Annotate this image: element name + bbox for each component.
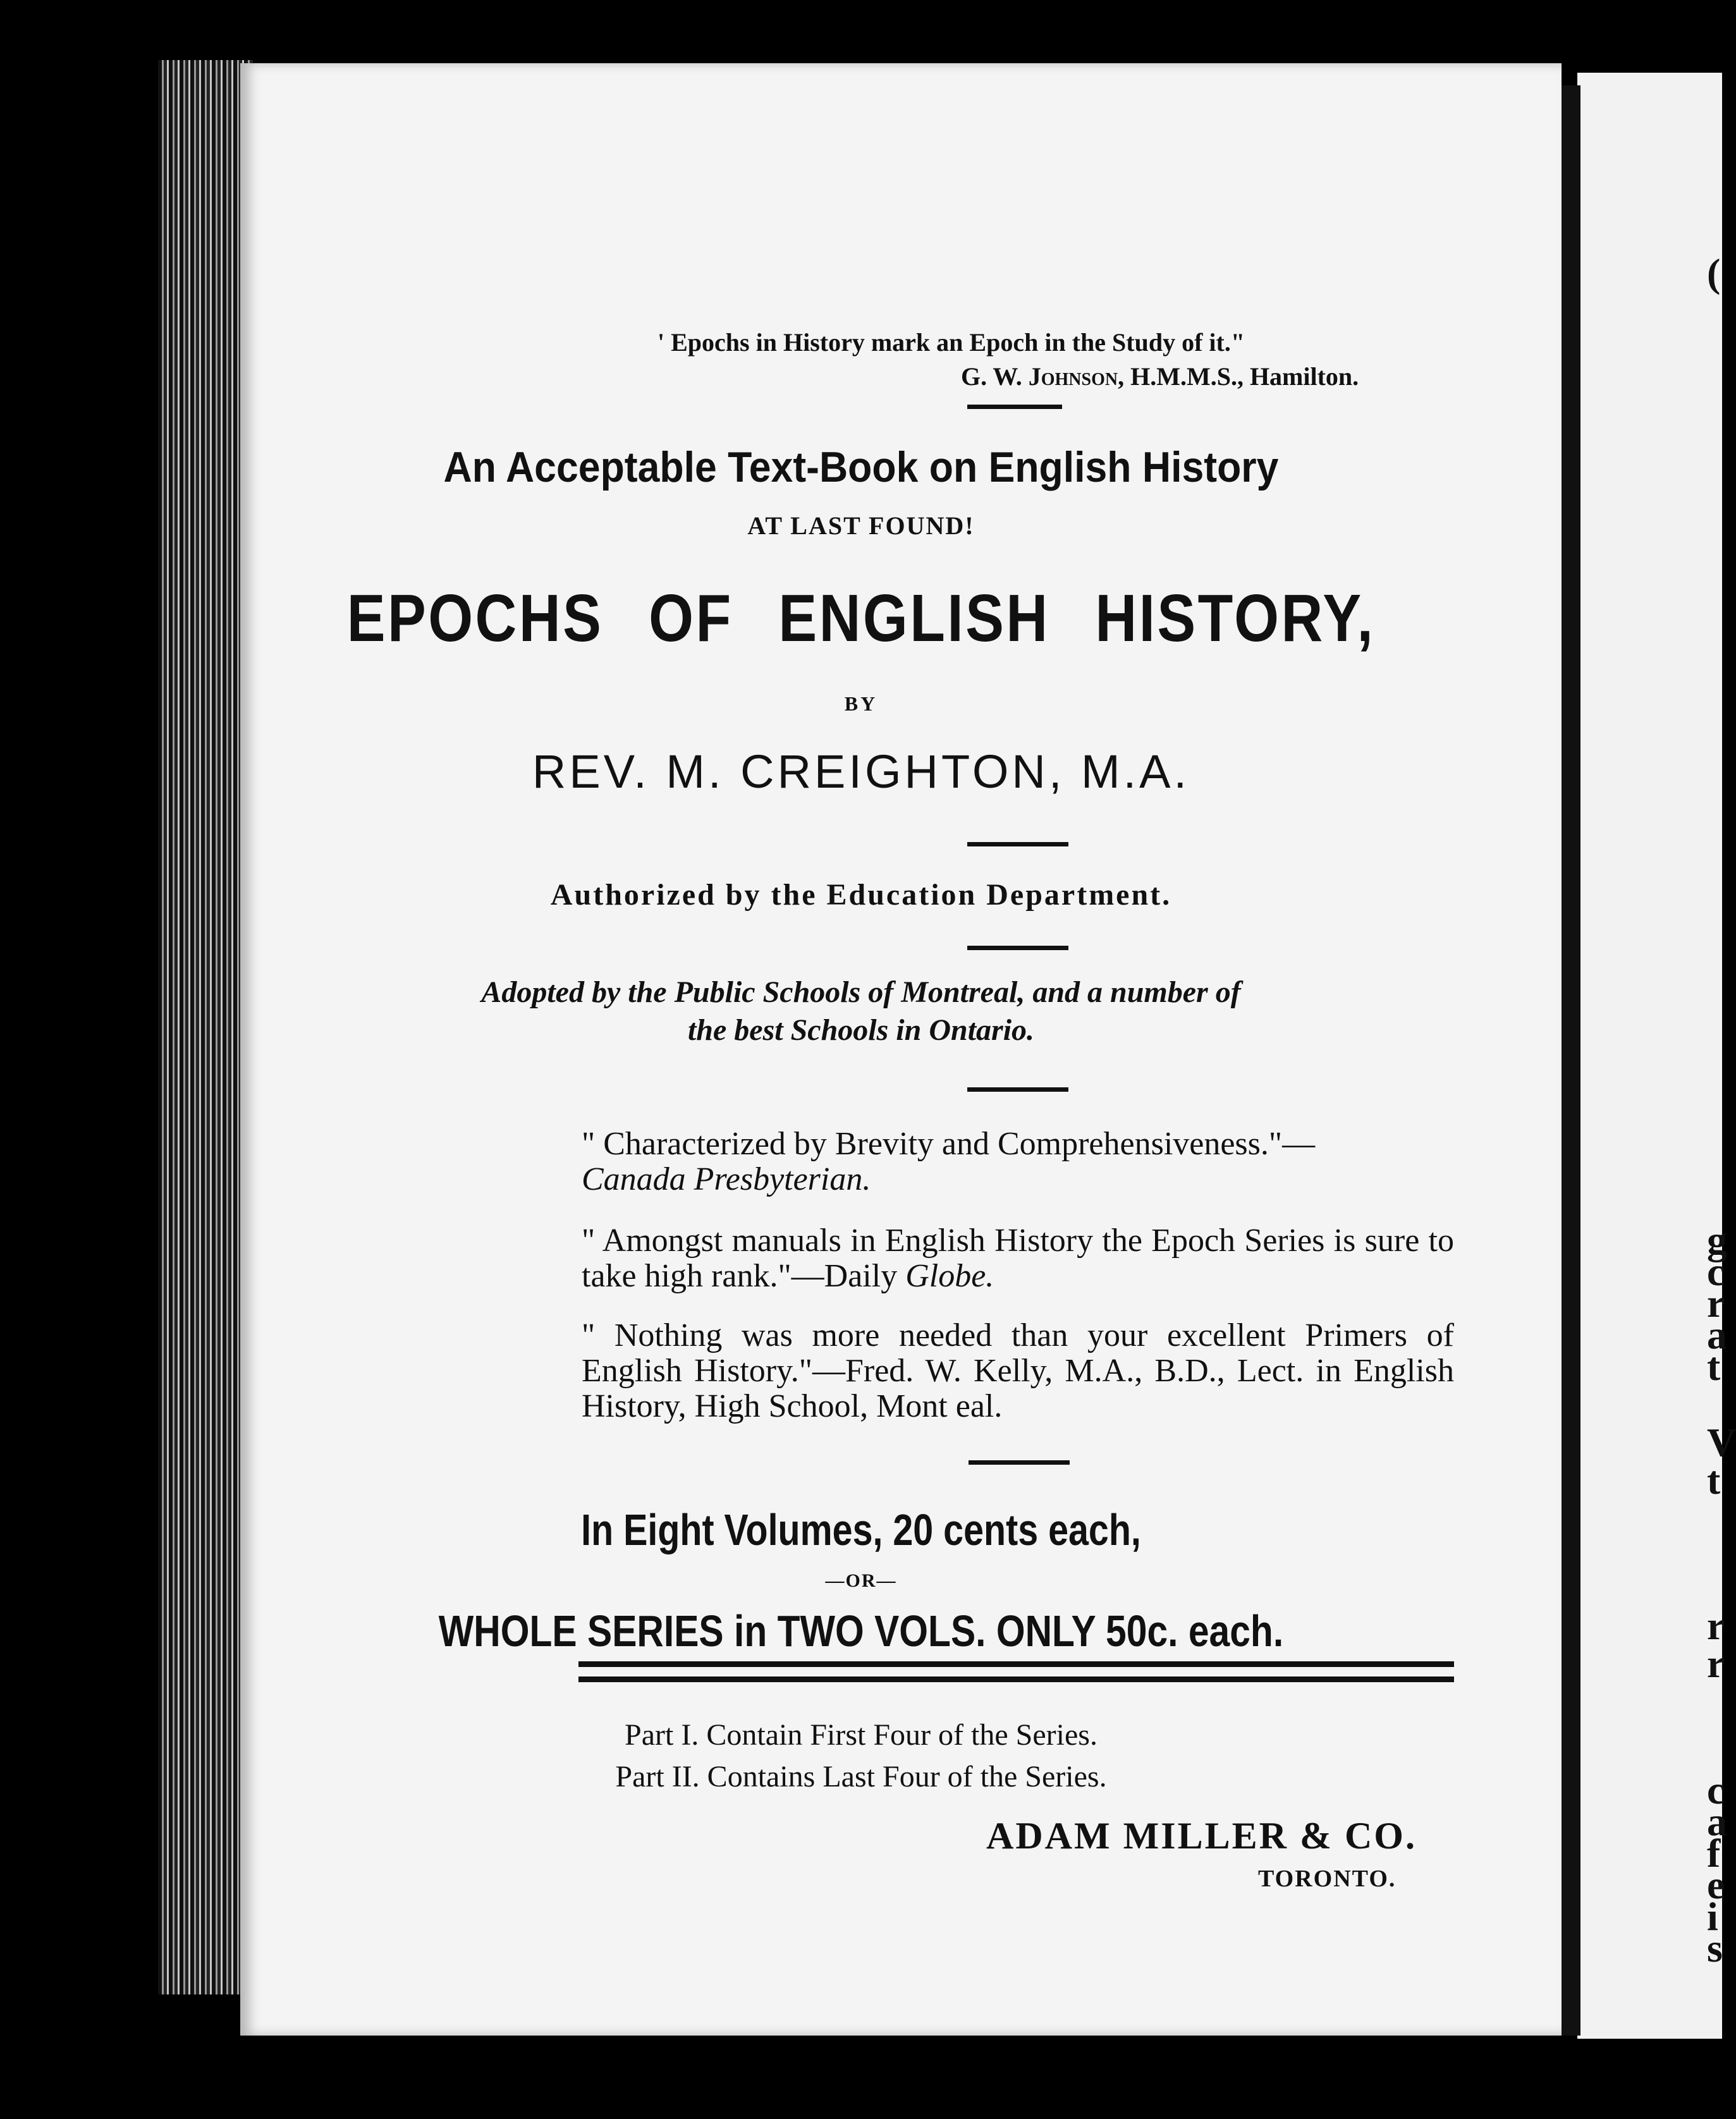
facing-page-letter: a [1707, 1312, 1727, 1357]
authorization-note: Authorized by the Education Department. [550, 878, 1172, 912]
facing-page-letter: i [1707, 1894, 1718, 1939]
double-rule-top [578, 1661, 1454, 1667]
publisher-city: TORONTO. [1258, 1866, 1397, 1892]
epigraph-quote: ' Epochs in History mark an Epoch in the Study of it." [657, 328, 1245, 357]
parts-list [0, 1714, 1722, 1798]
facing-page-letter: t [1707, 1344, 1721, 1389]
subheadline: AT LAST FOUND! [747, 511, 975, 540]
divider-rule [967, 946, 1068, 950]
facing-page-letter: a [1707, 1799, 1727, 1844]
divider-rule [969, 1460, 1070, 1465]
facing-page-letter: f [1707, 1831, 1721, 1876]
facing-page-letter: V [1707, 1420, 1736, 1465]
adoption-note: Adopted by the Public Schools of Montreal, and a number of the best Schools in Ontario. [481, 975, 1241, 1047]
price-per-volume: In Eight Volumes, 20 cents each, [581, 1505, 1141, 1554]
by-line: BY [844, 692, 878, 715]
part-one: Part I. Contain First Four of the Series. [625, 1718, 1097, 1752]
epigraph-attribution: G. W. Johnson, H.M.M.S., Hamilton. [961, 362, 1359, 391]
facing-page-letter: r [1707, 1281, 1725, 1326]
testimonial: " Characterized by Brevity and Comprehensiveness."— Canada Presbyterian. [582, 1126, 1316, 1197]
divider-rule [967, 842, 1068, 846]
facing-page-letter: r [1707, 1641, 1725, 1686]
divider-rule [967, 1087, 1068, 1092]
divider-rule [967, 405, 1062, 409]
testimonial: " Amongst manuals in English History the Epoch Series is sure to take high rank."—Daily Globe. [582, 1223, 1454, 1294]
publisher-name: ADAM MILLER & CO. [986, 1815, 1417, 1857]
author-name: REV. M. CREIGHTON, M.A. [532, 745, 1190, 798]
facing-page-letter: r [1707, 1603, 1725, 1648]
facing-page-letter: c [1707, 1768, 1725, 1812]
double-rule-bottom [578, 1676, 1454, 1682]
price-whole-series: WHOLE SERIES in TWO VOLS. ONLY 50c. each. [438, 1606, 1284, 1656]
headline: An Acceptable Text-Book on English History [443, 443, 1279, 491]
part-two: Part II. Contains Last Four of the Series. [615, 1760, 1107, 1793]
facing-page-letter: t [1707, 1458, 1721, 1503]
facing-page-letter: ( [1707, 250, 1721, 295]
book-title: EPOCHS OF ENGLISH HISTORY, [346, 581, 1376, 656]
facing-page-letter: s [1707, 1926, 1723, 1970]
facing-page-letter: g [1707, 1218, 1727, 1262]
facing-page-letter: e [1707, 1862, 1725, 1907]
testimonial: " Nothing was more needed than your excellent Primers of English History."—Fred. W. Kelly, M.A., B.D., Lect. in English History, High School, Mont eal. [582, 1317, 1454, 1424]
facing-page-letter: c [1707, 1249, 1725, 1294]
price-or: —OR— [825, 1570, 897, 1591]
